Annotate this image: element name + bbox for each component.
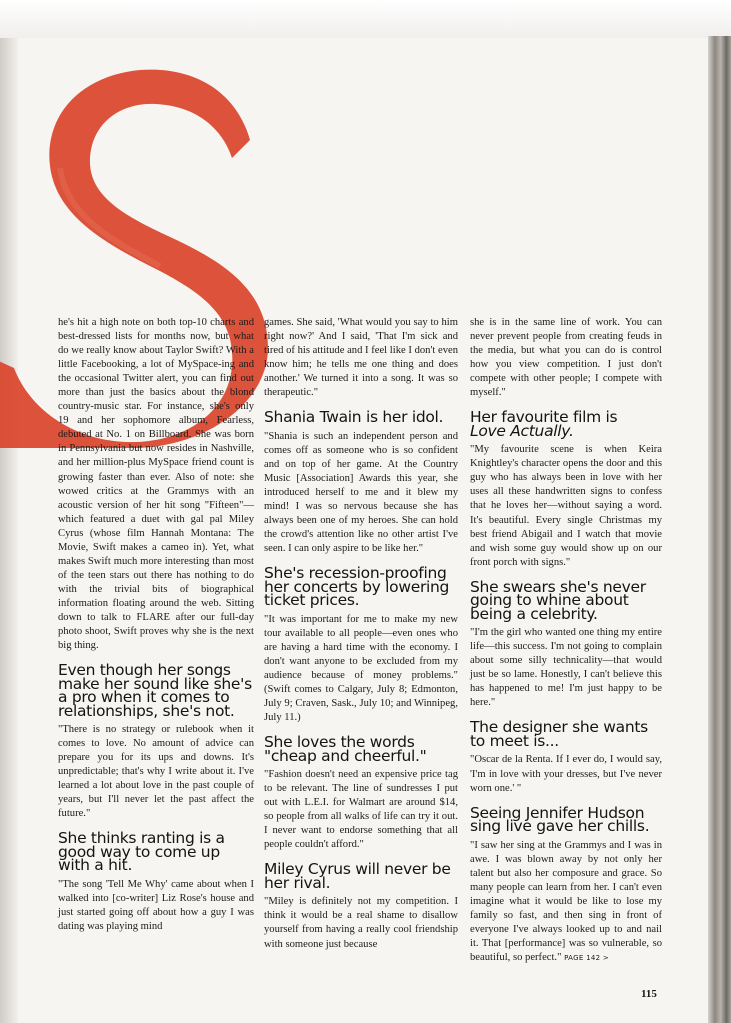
paragraph-miley-cont: she is in the same line of work. You can never prevent people from creating feuds in the media, but what you can do is control how you view competition. I just don't compete with other people; I compete with myself." bbox=[470, 317, 662, 399]
page-number: 115 bbox=[641, 988, 657, 1000]
subhead-film bbox=[470, 408, 662, 440]
continued-page-link[interactable]: PAGE 142 > bbox=[564, 954, 610, 962]
subhead-miley: Miley Cyrus will never be her rival. bbox=[264, 860, 451, 892]
paragraph-celebrity: "I'm the girl who wanted one thing my entire life—this success. I'm not going to complain about some silly technicality—that would just be so lame. Honestly, I can't believe this has happened to me! I'm just happy to be here." bbox=[470, 627, 662, 709]
page-edge-stack bbox=[708, 36, 731, 1023]
column-2 bbox=[264, 316, 458, 952]
intro-paragraph: he's hit a high note on both top-10 charts and best-dressed lists for months now, but what do we really know about Taylor Swift? With a little Facebooking, a lot of MySpace-ing and the occasional Twitter alert, you can find out more than just the basics about the blond country-music star. For instance, she's only 19 and her sophomore album, Fearless, debuted at No. 1 on Billboard. She was born in Pennsylvania but now resides in Nashville, and her million-plus MySpace friend count is growing faster than ever. Also of note: she wowed critics at the Grammys with an acoustic version of her hit song "Fifteen"—which featured a duet with gal pal Miley Cyrus (whose film Hannah Montana: The Movie, Swift makes a cameo in). Yet, what makes Swift much more interesting than most of the teen stars out there has nothing to do with the trivial bits of biographical information floating around the web. Sitting down to talk to FLARE after our full-day photo shoot, Swift proves why she is the next big thing. bbox=[58, 317, 254, 652]
subhead-shania: Shania Twain is her idol. bbox=[264, 408, 444, 427]
column-1 bbox=[58, 316, 254, 934]
paragraph-cheap: "Fashion doesn't need an expensive price tag to be relevant. The line of sundresses I put out with L.E.I. for Walmart are around $14, so people from all walks of life can try it out. I never want to endorse something that all people couldn't afford." bbox=[264, 769, 458, 851]
paragraph-hudson-text: "I saw her sing at the Grammys and I was in awe. I was blown away by not only her talent but also her composure and grace. So many people can learn from her. I can't even imagine what it would be like to lose my family so fast, and then sing in front of everyone I've always looked up to and nail it. That [performance] was so vulnerable, so beautiful, so perfect." bbox=[470, 839, 662, 963]
paragraph-love: "There is no strategy or rulebook when it comes to love. No amount of advice can prepare you for its ups and downs. It's unpredictable; that's why I write about it. I've learned a lot about love in the past couple of years, but I'll never let the past affect the future." bbox=[58, 724, 254, 820]
paragraph-shania: "Shania is such an independent person and comes off as someone who is so confident and on top of her game. At the Country Music [Association] Awards this year, she introduced herself to me and it blew my mind! I was so nervous because she has always been one of my heroes. She can hold the crowd's attention like no other artist I've seen. I can only aspire to be like her." bbox=[264, 430, 458, 555]
paragraph-designer: "Oscar de la Renta. If I ever do, I would say, 'I'm in love with your dresses, but I've never worn one.' " bbox=[470, 754, 662, 794]
subhead-cheap: She loves the words "cheap and cheerful." bbox=[264, 733, 427, 765]
column-3 bbox=[470, 316, 662, 965]
scan-top-margin bbox=[0, 0, 731, 38]
subhead-film-text: Her favourite film is bbox=[470, 408, 618, 427]
paragraph-miley: "Miley is definitely not my competition. I think it would be a real shame to disallow yourself from having a really cool friendship with someone just because bbox=[264, 896, 458, 950]
subhead-recession: She's recession-proofing her concerts by lowering ticket prices. bbox=[264, 564, 450, 610]
paragraph-recession: "It was important for me to make my new tour available to all people—even ones who are having a hard time with the economy. I don't want anyone to be excluded from my audience because of money problems." (Swift comes to Calgary, July 8; Edmonton, July 9; Craven, Sask., July 10; and Winnipeg, July 11.) bbox=[264, 613, 458, 724]
paragraph-film: "My favourite scene is when Keira Knightley's character opens the door and this guy who has always been in love with her uses all these handwritten signs to confess that he loves her—without saying a word. It's beautiful. Every single Christmas my best friend Abigail and I watch that movie and wish some guy would show up on our front porch with signs." bbox=[470, 444, 662, 568]
subhead-love: Even though her songs make her sound like she's a pro when it comes to relationships, she's not. bbox=[58, 661, 252, 720]
paragraph-ranting-cont: games. She said, 'What would you say to him right now?' And I said, 'That I'm sick and tired of his attitude and I feel like I don't even know him; he tells me one thing and does another.' We turned it into a song. It was so therapeutic." bbox=[264, 317, 458, 399]
subhead-celebrity: She swears she's never going to whine about being a celebrity. bbox=[470, 577, 646, 623]
subhead-ranting: She thinks ranting is a good way to come up with a hit. bbox=[58, 829, 225, 875]
subhead-film-title: Love Actually. bbox=[470, 421, 574, 440]
paragraph-hudson bbox=[470, 839, 662, 965]
subhead-hudson: Seeing Jennifer Hudson sing live gave her chills. bbox=[470, 803, 650, 836]
paragraph-ranting: "The song 'Tell Me Why' came about when I walked into [co-writer] Liz Rose's house and just started going off about how a guy I was dating was playing mind bbox=[58, 878, 254, 933]
subhead-designer: The designer she wants to meet is... bbox=[470, 718, 648, 750]
